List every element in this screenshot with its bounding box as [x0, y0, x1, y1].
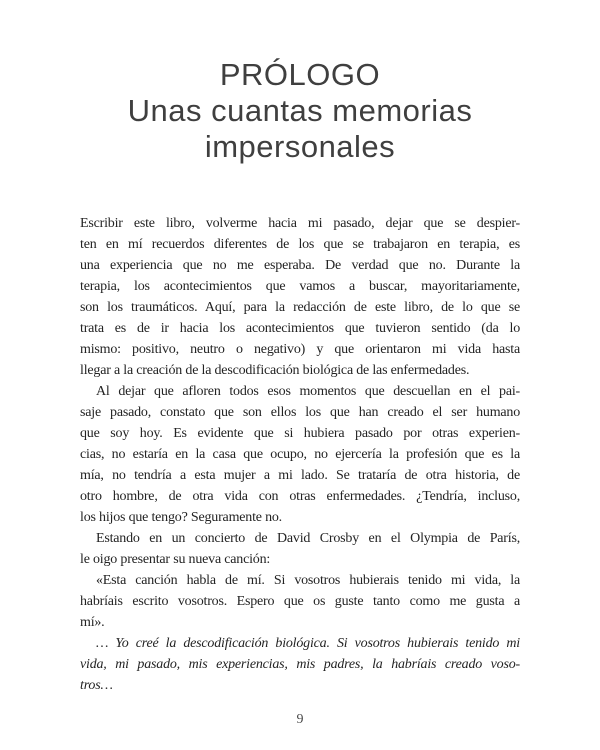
text-line: vida, mi pasado, mis experiencias, mis padres, la habríais creado voso- [80, 657, 520, 672]
text-line: los hijos que tengo? Seguramente no. [80, 510, 282, 525]
text-line: ten en mí recuerdos diferentes de los que se trabajaron en terapia, es [80, 237, 520, 252]
text-line: que soy hoy. Es evidente que si hubiera pasado por otras experien- [80, 426, 520, 441]
text-line: Estando en un concierto de David Crosby en el Olympia de París, [96, 531, 520, 546]
body-text [80, 213, 520, 696]
chapter-title: PRÓLOGO [219, 57, 381, 92]
text-line: trata es de ir hacia los acontecimientos que tuvieron sentido (da lo [80, 321, 520, 336]
text-line: cias, no estaría en la casa que ocupo, no ejercería la profesión que es la [80, 447, 520, 462]
page-number: 9 [296, 712, 304, 727]
text-line: mismo: positivo, neutro o negativo) y que orientaron mi vida hasta [80, 342, 520, 357]
text-line: mía, no tendría a esta mujer a mi lado. Se trataría de otra historia, de [80, 468, 520, 483]
text-line: Al dejar que afloren todos esos momentos que descuellan en el pai- [96, 384, 520, 399]
text-line: tros… [80, 678, 113, 693]
text-line: le oigo presentar su nueva canción: [80, 552, 271, 567]
paragraph [80, 570, 520, 633]
paragraph-italic [80, 633, 520, 696]
text-line: son los traumáticos. Aquí, para la redacción de este libro, de lo que se [80, 300, 520, 315]
chapter-subtitle-line-2: impersonales [204, 129, 396, 164]
text-line: otro hombre, de otra vida con otras enfermedades. ¿Tendría, incluso, [80, 489, 520, 504]
text-line: terapia, los acontecimientos que vamos a buscar, mayoritariamente, [80, 279, 520, 294]
text-line: saje pasado, constato que son ellos los que han creado el ser humano [80, 405, 520, 420]
text-line: una experiencia que no me esperaba. De verdad que no. Durante la [80, 258, 520, 273]
text-line: llegar a la creación de la descodificación biológica de las enfermedades. [80, 363, 470, 378]
text-line: habríais escrito vosotros. Espero que os guste tanto como me gusta a [80, 594, 520, 609]
text-line: «Esta canción habla de mí. Si vosotros hubierais tenido mi vida, la [96, 573, 520, 588]
chapter-heading [0, 57, 600, 165]
chapter-subtitle-line-1: Unas cuantas memorias [127, 93, 473, 128]
paragraph [80, 213, 520, 381]
paragraph [80, 381, 520, 528]
text-line: Escribir este libro, volverme hacia mi pasado, dejar que se despier- [80, 216, 520, 231]
text-line: … Yo creé la descodificación biológica. Si vosotros hubierais tenido mi [96, 636, 520, 651]
paragraph [80, 528, 520, 570]
text-line: mí». [80, 615, 105, 630]
